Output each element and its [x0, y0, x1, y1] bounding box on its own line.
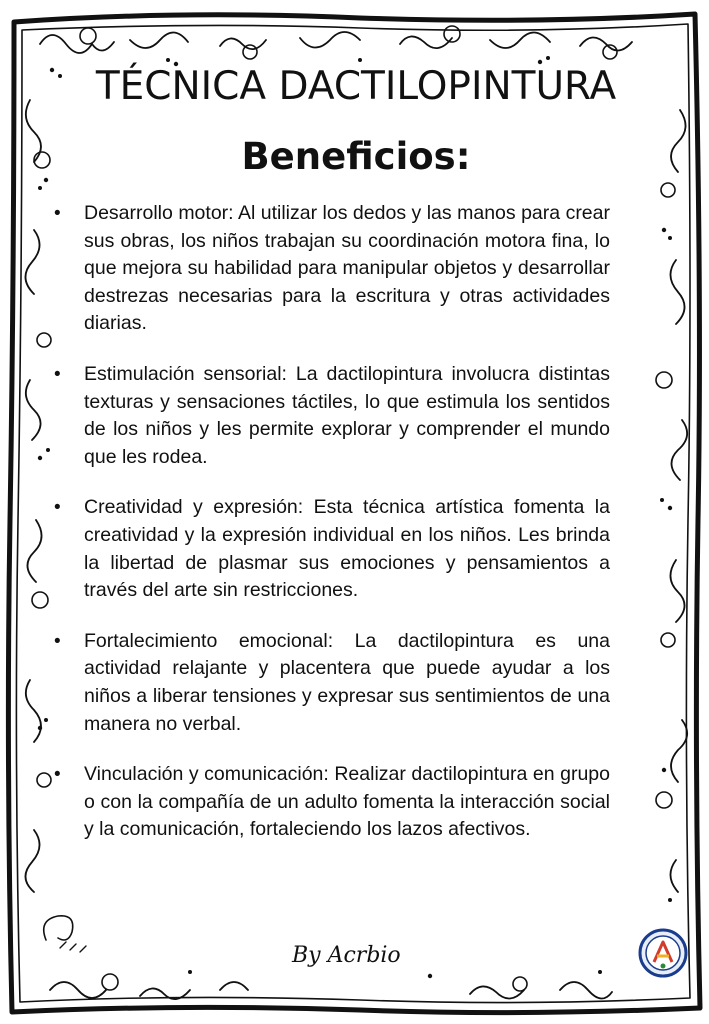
benefit-text: Desarrollo motor: Al utilizar los dedos y las manos para crear sus obras, los niños trabajan su coordinación motora fina, lo que mejora su habilidad para manipular objetos y desarrollar destrezas necesarias para la escritura y otras actividades diarias. — [84, 202, 610, 335]
benefit-text: Estimulación sensorial: La dactilopintura involucra distintas texturas y sensaciones táctiles, lo que estimula los sentidos de los niños y les permite explorar y comprender el mundo que les rodea. — [84, 362, 610, 468]
benefit-sensory-stimulation — [50, 361, 610, 471]
benefit-text: Creatividad y expresión: Esta técnica artística fomenta la creatividad y la expresión individual en los niños. Les brinda la libertad de plasmar sus emociones y pensamientos a través del arte sin restricciones. — [84, 496, 610, 602]
bullet-icon: • — [54, 497, 61, 519]
benefit-emotional-strengthening — [50, 628, 610, 738]
benefit-bonding-communication — [50, 761, 610, 844]
bullet-icon: • — [54, 203, 61, 224]
benefits-list — [50, 200, 610, 867]
benefit-creativity-expression — [50, 494, 610, 604]
author-signature: By Acrbio — [292, 943, 401, 968]
author-badge-icon — [638, 928, 688, 978]
benefit-motor-development — [50, 200, 610, 338]
page-subtitle: Beneficios: — [241, 135, 471, 178]
benefit-text: Vinculación y comunicación: Realizar dactilopintura en grupo o con la compañía de un adulto fomenta la interacción social y la comunicación, fortaleciendo los lazos afectivos. — [84, 763, 610, 841]
page-title: TÉCNICA DACTILOPINTURA — [95, 64, 617, 109]
bullet-icon: • — [54, 764, 61, 786]
bullet-icon: • — [54, 630, 61, 652]
benefit-text: Fortalecimiento emocional: La dactilopintura es una actividad relajante y placentera que puede ayudar a los niños a liberar tensiones y expresar sus sentimientos de una manera no verbal. — [84, 629, 610, 735]
bullet-icon: • — [54, 363, 61, 385]
